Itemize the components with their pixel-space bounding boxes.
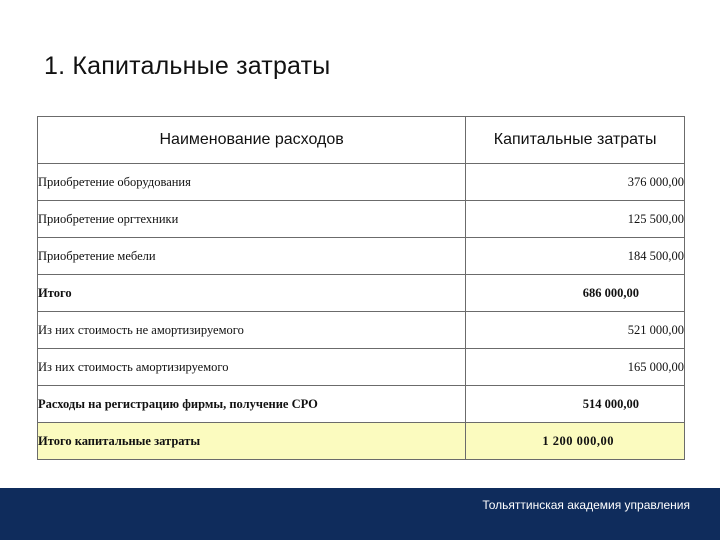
row-name: Приобретение оборудования [38, 164, 466, 201]
table-row [38, 164, 685, 201]
row-name: Итого капитальные затраты [38, 423, 466, 460]
table-row [38, 386, 685, 423]
row-name: Из них стоимость не амортизируемого [38, 312, 466, 349]
header-expense-name: Наименование расходов [38, 117, 466, 164]
row-name: Расходы на регистрацию фирмы, получение СРО [38, 386, 466, 423]
row-name: Приобретение оргтехники [38, 201, 466, 238]
table-row [38, 312, 685, 349]
capital-costs-table [37, 116, 685, 460]
table-header-row [38, 117, 685, 164]
footer-organization-name: Тольяттинская академия управления [482, 498, 690, 512]
header-capital-costs: Капитальные затраты [466, 117, 685, 164]
grand-total-row [38, 423, 685, 460]
footer-bar [0, 488, 720, 540]
table-row [38, 201, 685, 238]
row-value: 686 000,00 [466, 275, 685, 312]
row-value: 165 000,00 [466, 349, 685, 386]
row-name: Итого [38, 275, 466, 312]
row-name: Приобретение мебели [38, 238, 466, 275]
row-name: Из них стоимость амортизируемого [38, 349, 466, 386]
row-value: 1 200 000,00 [466, 423, 685, 460]
row-value: 184 500,00 [466, 238, 685, 275]
table-row [38, 349, 685, 386]
subtotal-row [38, 275, 685, 312]
page-title: 1. Капитальные затраты [44, 52, 331, 80]
row-value: 376 000,00 [466, 164, 685, 201]
row-value: 125 500,00 [466, 201, 685, 238]
table-row [38, 238, 685, 275]
row-value: 521 000,00 [466, 312, 685, 349]
row-value: 514 000,00 [466, 386, 685, 423]
